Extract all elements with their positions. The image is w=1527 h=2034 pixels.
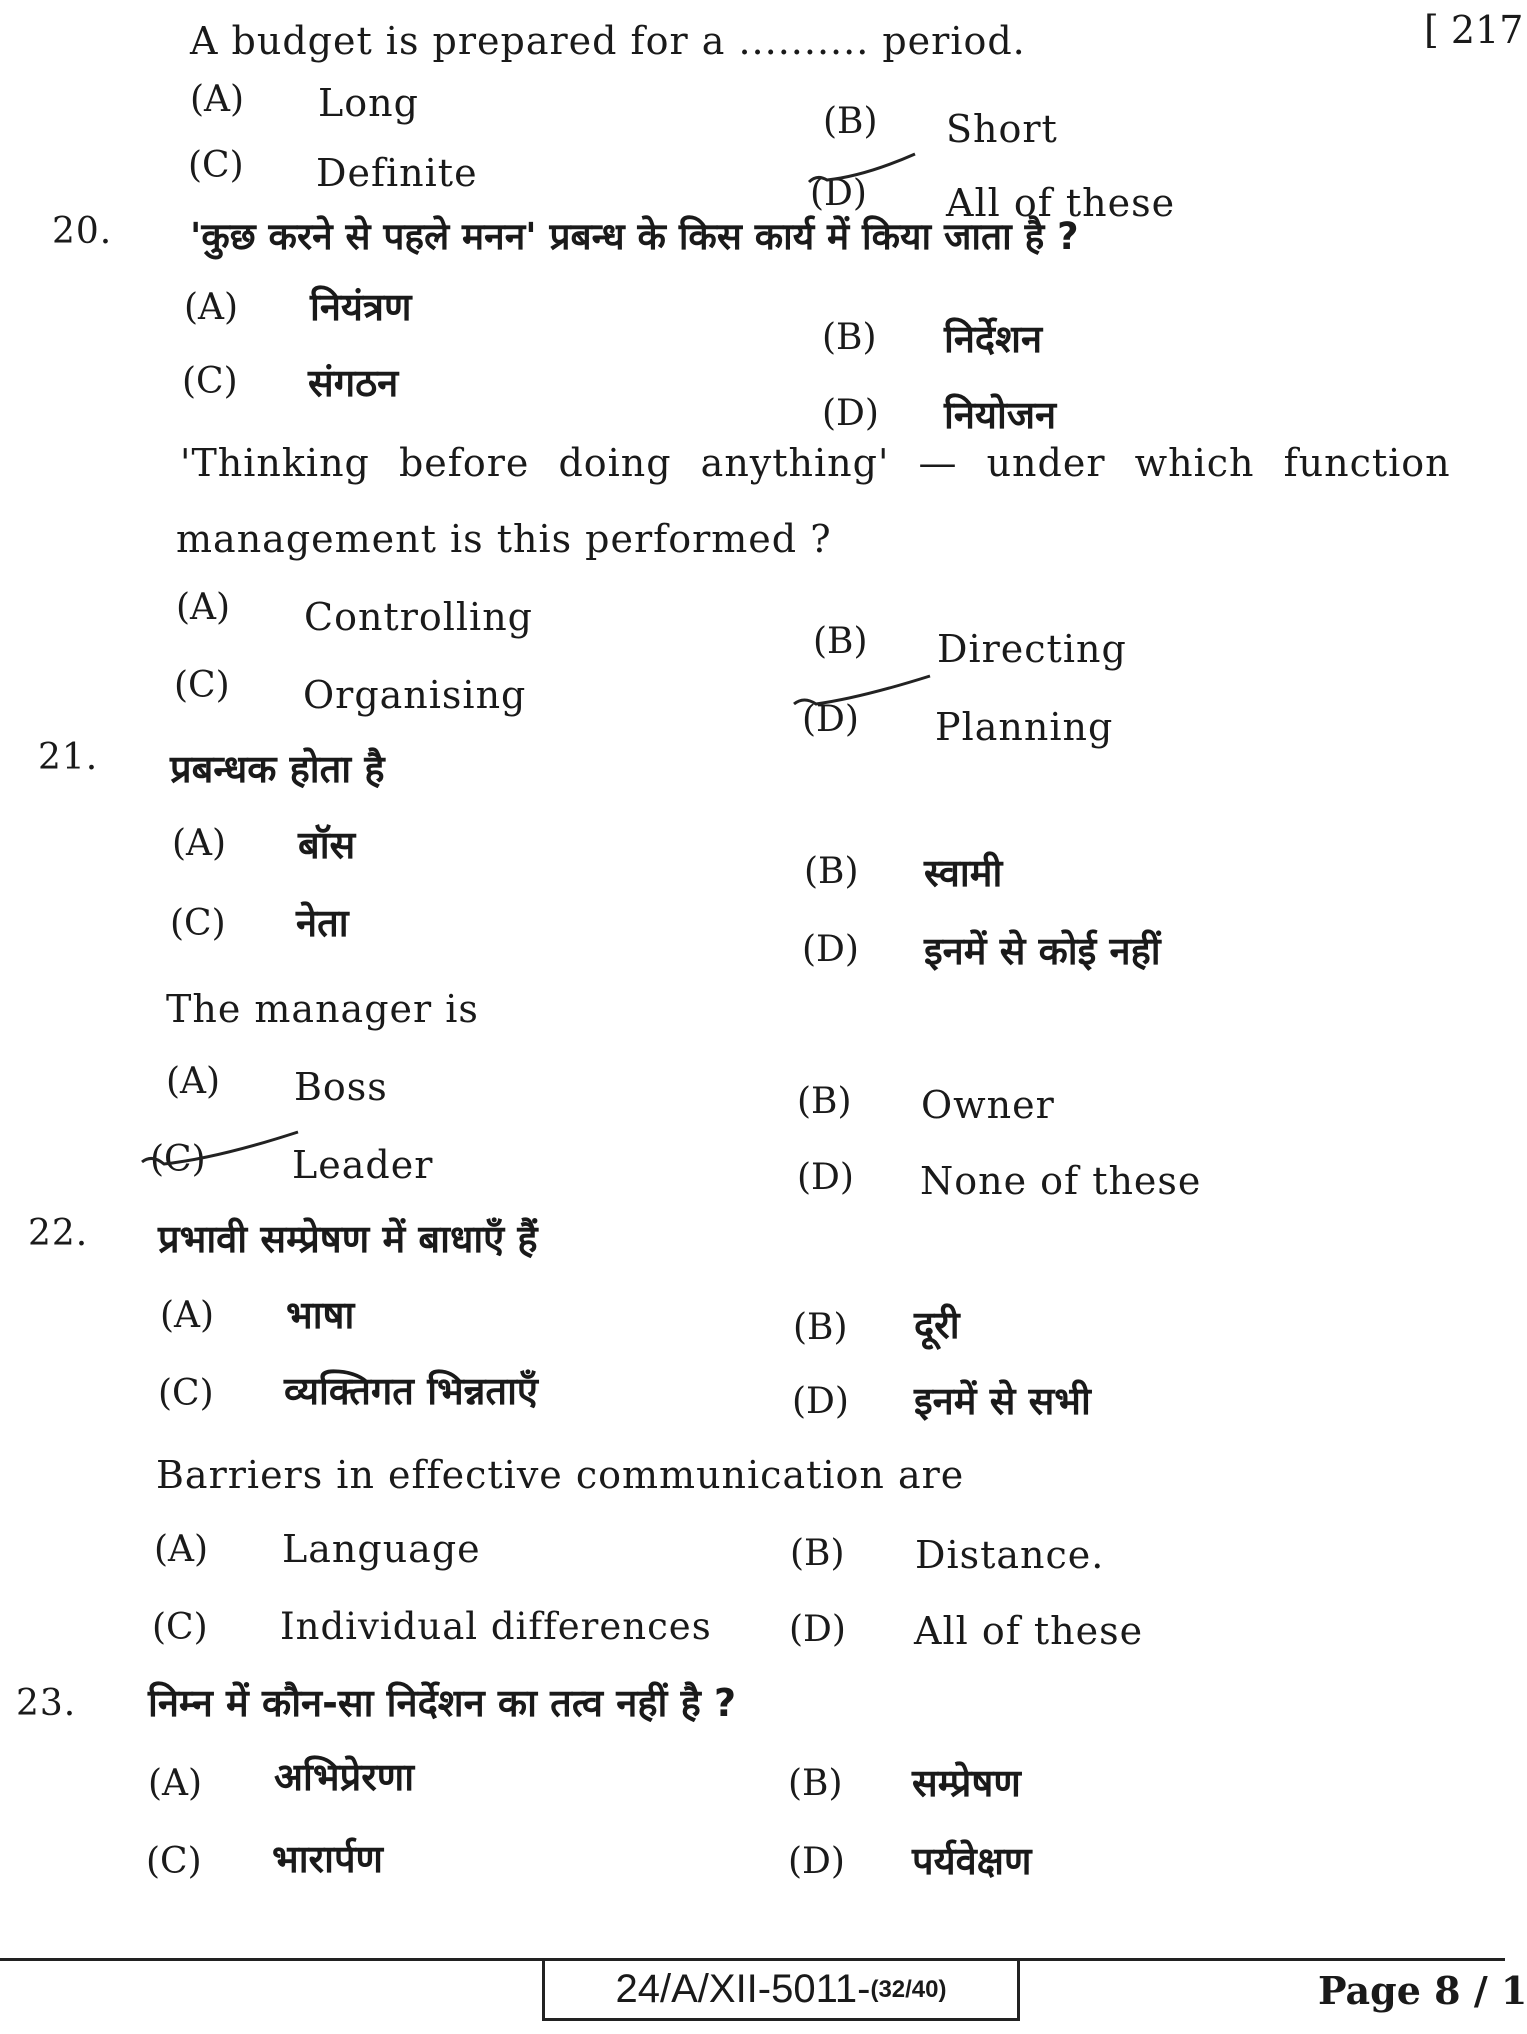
paper-code-set: (32/40) — [870, 1975, 947, 2003]
q20-hi-option-c-label: (C) — [182, 361, 238, 402]
q23-option-b: सम्प्रेषण — [912, 1761, 1021, 1805]
q21-hi-option-d: इनमें से कोई नहीं — [924, 929, 1161, 973]
paper-code: 24/A/XII-5011- — [615, 1967, 871, 2011]
q22-en-option-a: Language — [282, 1527, 481, 1571]
q22-hi-option-b-label: (B) — [793, 1307, 848, 1348]
q22-en-option-d: All of these — [914, 1609, 1144, 1653]
q20-hi-option-a-label: (A) — [184, 287, 239, 328]
q20-en-option-c: Organising — [303, 673, 527, 717]
q21-english: The manager is — [166, 987, 479, 1031]
q19-answer-tick-mark — [805, 150, 925, 214]
q19-option-b: Short — [946, 107, 1058, 151]
q21-en-option-b: Owner — [921, 1083, 1055, 1127]
q23-option-d-label: (D) — [788, 1841, 845, 1882]
q21-en-option-a-label: (A) — [166, 1061, 221, 1102]
q21-en-option-c: Leader — [292, 1143, 434, 1187]
q21-number: 21. — [38, 737, 99, 778]
q21-en-option-c-label: (C) — [150, 1139, 206, 1180]
q21-en-option-d-label: (D) — [797, 1157, 854, 1198]
q22-hi-option-d-label: (D) — [792, 1381, 849, 1422]
q21-hi-option-b-label: (B) — [804, 851, 859, 892]
q20-en-option-b: Directing — [937, 627, 1127, 671]
q23-option-c-label: (C) — [146, 1841, 202, 1882]
q21-en-option-a: Boss — [294, 1065, 388, 1109]
q20-hi-option-b: निर्देशन — [944, 317, 1043, 361]
q23-hindi: निम्न में कौन-सा निर्देशन का तत्व नहीं है ? — [148, 1681, 737, 1725]
q22-hi-option-c-label: (C) — [158, 1373, 214, 1414]
q21-hi-option-a: बॉस — [298, 823, 356, 867]
q23-option-b-label: (B) — [788, 1763, 843, 1804]
q22-en-option-c: Individual differences — [280, 1605, 712, 1648]
q21-hi-option-d-label: (D) — [802, 929, 859, 970]
q20-answer-tick-mark — [790, 672, 940, 732]
q22-hi-option-a-label: (A) — [160, 1295, 215, 1336]
q21-hi-option-a-label: (A) — [172, 823, 227, 864]
q20-en-option-d: Planning — [935, 705, 1114, 749]
q19-option-a: Long — [318, 81, 419, 125]
q20-en-option-d-label: (D) — [802, 699, 859, 740]
q23-option-d: पर्यवेक्षण — [912, 1839, 1032, 1883]
q21-answer-tick-mark — [138, 1128, 308, 1188]
q19-option-c: Definite — [316, 151, 478, 195]
q20-english-line1: 'Thinking before doing anything' — under which function — [180, 441, 1451, 485]
q19-option-d-label: (D) — [810, 173, 867, 214]
q20-number: 20. — [52, 211, 113, 252]
q23-option-c: भारार्पण — [272, 1837, 383, 1881]
q20-en-option-b-label: (B) — [813, 621, 868, 662]
q20-en-option-c-label: (C) — [174, 665, 230, 706]
q21-hi-option-c: नेता — [296, 901, 349, 945]
q21-hi-option-c-label: (C) — [170, 903, 226, 944]
q20-hindi: 'कुछ करने से पहले मनन' प्रबन्ध के किस कार्य में किया जाता है ? — [190, 215, 1079, 258]
q22-hi-option-a: भाषा — [286, 1293, 355, 1337]
q19-option-a-label: (A) — [190, 79, 245, 120]
q22-hi-option-d: इनमें से सभी — [914, 1379, 1091, 1423]
q23-option-a: अभिप्रेरणा — [274, 1755, 415, 1799]
q22-en-option-c-label: (C) — [152, 1607, 208, 1648]
q20-hi-option-d-label: (D) — [822, 393, 879, 434]
q20-hi-option-a: नियंत्रण — [310, 285, 412, 329]
q19-option-b-label: (B) — [823, 101, 878, 142]
q23-option-a-label: (A) — [148, 1763, 203, 1804]
q21-en-option-b-label: (B) — [797, 1081, 852, 1122]
q22-en-option-b-label: (B) — [790, 1533, 845, 1574]
q22-hi-option-b: दूरी — [914, 1303, 960, 1347]
q20-hi-option-b-label: (B) — [822, 317, 877, 358]
q20-english-line2: management is this performed ? — [176, 517, 832, 561]
q21-en-option-d: None of these — [920, 1159, 1202, 1203]
q22-en-option-d-label: (D) — [789, 1609, 846, 1650]
page-reference: [ 217 — [1424, 8, 1524, 52]
q22-en-option-b: Distance. — [915, 1533, 1105, 1577]
q22-number: 22. — [28, 1213, 89, 1254]
q19-option-c-label: (C) — [188, 145, 244, 186]
page-number: Page 8 / 1 — [1318, 1968, 1527, 2013]
q19-english: A budget is prepared for a .......... period. — [190, 19, 1026, 63]
q23-number: 23. — [16, 1683, 77, 1724]
q20-hi-option-d: नियोजन — [944, 393, 1057, 437]
q20-en-option-a: Controlling — [304, 595, 533, 639]
q22-hindi: प्रभावी सम्प्रेषण में बाधाएँ हैं — [158, 1217, 538, 1261]
q20-en-option-a-label: (A) — [176, 587, 231, 628]
q22-hi-option-c: व्यक्तिगत भिन्नताएँ — [284, 1369, 538, 1413]
q19-option-d: All of these — [946, 181, 1176, 225]
q22-english: Barriers in effective communication are — [156, 1453, 965, 1497]
q21-hindi: प्रबन्धक होता है — [170, 747, 385, 791]
q22-en-option-a-label: (A) — [154, 1529, 209, 1570]
q20-hi-option-c: संगठन — [308, 361, 399, 405]
paper-code-box — [542, 1961, 1020, 2021]
q21-hi-option-b: स्वामी — [924, 851, 1003, 895]
